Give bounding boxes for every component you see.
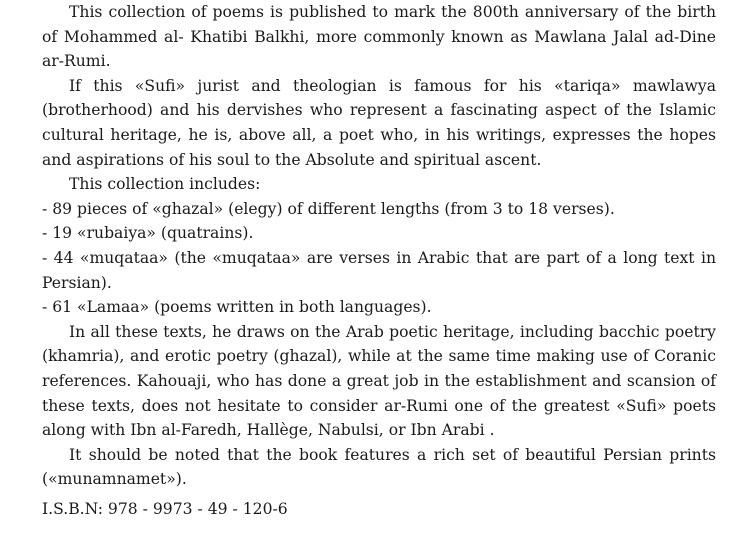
list-item-muqataa: - 44 «muqataa» (the «muqataa» are verses in Arabic that are part of a long text in Persian). — [42, 248, 716, 292]
list-intro: This collection includes: — [69, 175, 261, 194]
intro-paragraph: This collection of poems is published to mark the 800th anniversary of the birth of Mohammed al- Khatibi Balkhi, more commonly known as Mawlana Jalal ad-Dine ar-Rumi. — [42, 3, 716, 71]
heritage-paragraph: In all these texts, he draws on the Arab poetic heritage, including bacchic poetry (khamria), and erotic poetry (ghazal), while at the same time making use of Coranic references. Kahouaji, who has done a great job in the establishment and scansion of these texts, does not hesitate to consider ar-Rumi one of the greatest «Sufi» poets along with Ibn al-Faredh, Hallège, Nabulsi, or Ibn Arabi . — [42, 322, 716, 440]
document-page — [42, 0, 716, 521]
list-item-lamaa: - 61 «Lamaa» (poems written in both languages). — [42, 298, 432, 317]
isbn-line: I.S.B.N: 978 - 9973 - 49 - 120-6 — [42, 499, 288, 518]
list-item-rubaiya: - 19 «rubaiya» (quatrains). — [42, 224, 254, 243]
closing-paragraph: It should be noted that the book features a rich set of beautiful Persian prints («munamnamet»). — [42, 445, 716, 489]
biography-paragraph: If this «Sufi» jurist and theologian is famous for his «tariqa» mawlawya (brotherhood) and his dervishes who represent a fascinating aspect of the Islamic cultural heritage, he is, above all, a poet who, in his writings, expresses the hopes and aspirations of his soul to the Absolute and spiritual ascent. — [42, 76, 716, 169]
list-item-ghazal: - 89 pieces of «ghazal» (elegy) of different lengths (from 3 to 18 verses). — [42, 199, 615, 218]
